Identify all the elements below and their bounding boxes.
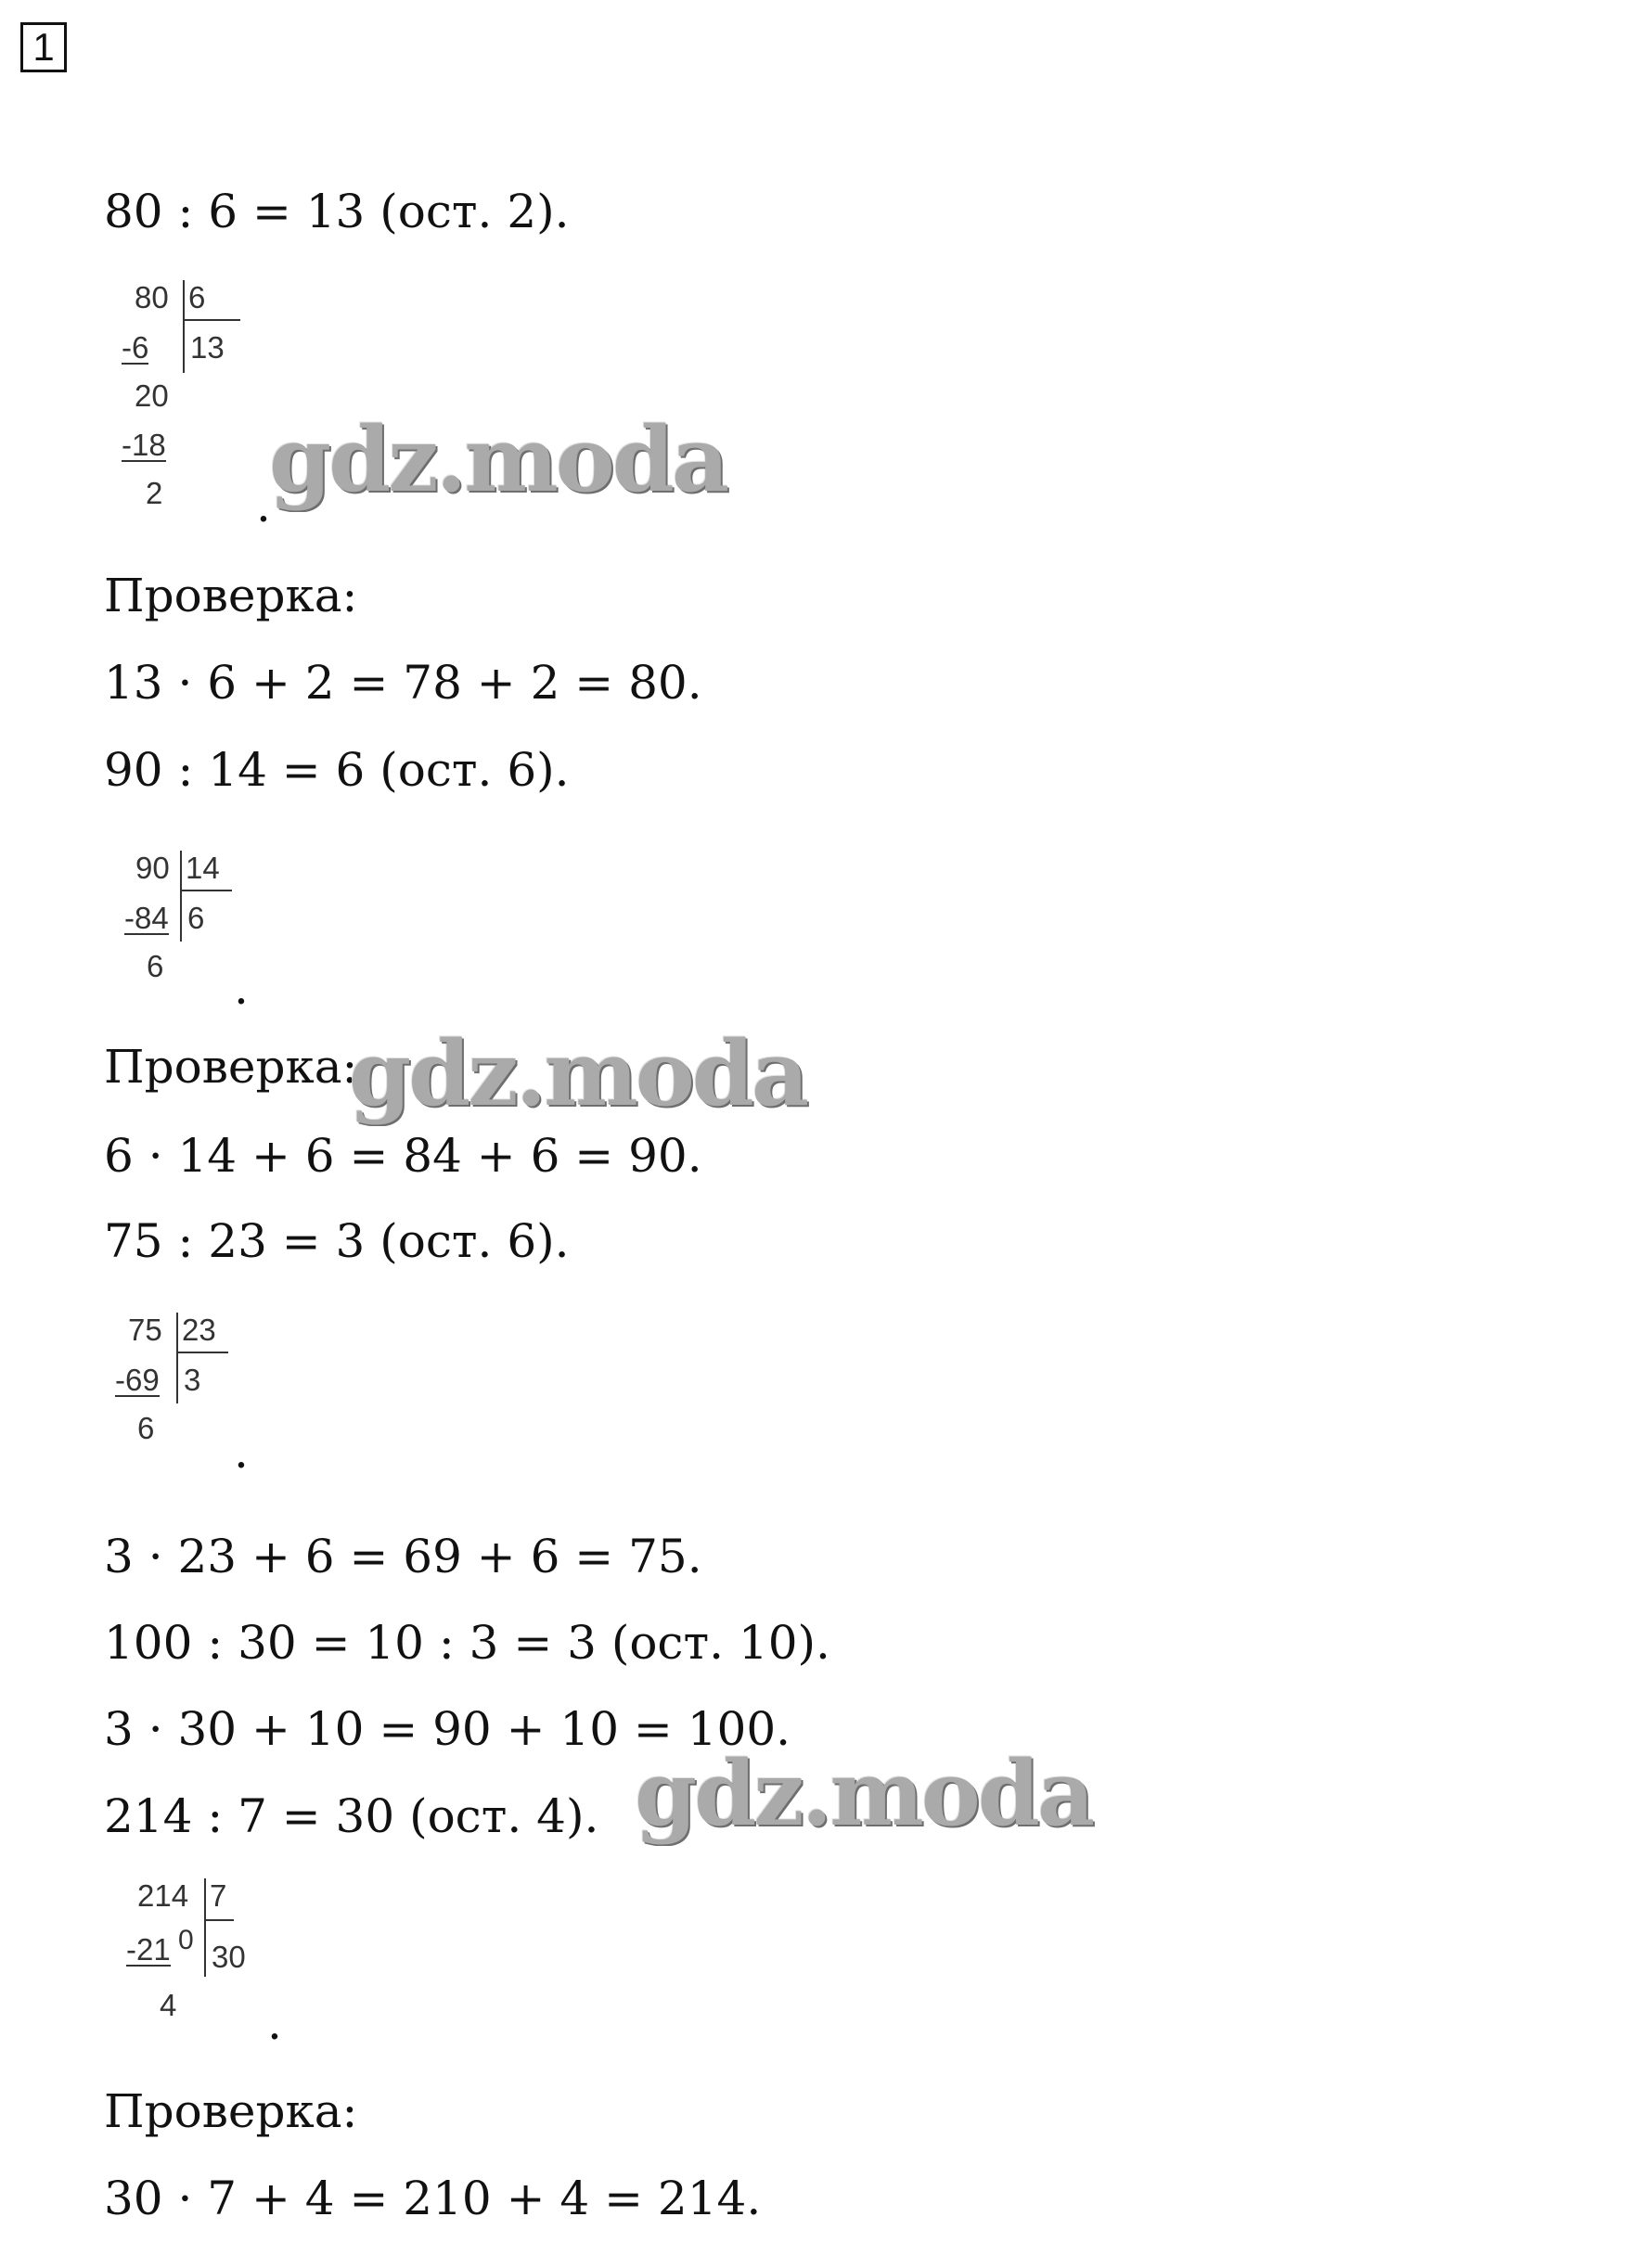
subtrahend: -21 — [126, 1932, 171, 1967]
dot: . — [256, 479, 271, 532]
check-label: Проверка: — [104, 569, 358, 622]
dot: . — [234, 1425, 249, 1479]
equation-line: 75 : 23 = 3 (ост. 6). — [104, 1214, 570, 1268]
divisor: 23 — [182, 1313, 216, 1347]
equation-line: 100 : 30 = 10 : 3 = 3 (ост. 10). — [104, 1616, 830, 1670]
divisor: 14 — [186, 851, 220, 885]
divisor: 7 — [210, 1878, 227, 1913]
equation-line: 3 · 23 + 6 = 69 + 6 = 75. — [104, 1530, 702, 1583]
watermark: gdz.moda — [635, 1741, 1093, 1846]
watermark: gdz.moda — [349, 1021, 807, 1126]
equation-line: 3 · 30 + 10 = 90 + 10 = 100. — [104, 1702, 791, 1756]
equation-line: 214 : 7 = 30 (ост. 4). — [104, 1789, 599, 1843]
remainder: 6 — [137, 1411, 155, 1445]
remainder-step: 20 — [135, 378, 169, 413]
task-number: 1 — [20, 22, 67, 72]
equation-line: 6 · 14 + 6 = 84 + 6 = 90. — [104, 1129, 702, 1183]
long-division-4 — [122, 1877, 280, 2034]
dividend: 75 — [128, 1313, 162, 1347]
long-division-1 — [116, 278, 264, 519]
remainder: 2 — [146, 476, 163, 510]
equation-line: 30 · 7 + 4 = 210 + 4 = 214. — [104, 2172, 762, 2225]
remainder: 6 — [147, 949, 164, 983]
check-label: Проверка: — [104, 1040, 358, 1094]
dot: . — [234, 961, 249, 1015]
quotient: 30 — [212, 1940, 246, 1974]
equation-line: 90 : 14 = 6 (ост. 6). — [104, 743, 570, 797]
dividend: 214 — [137, 1878, 189, 1913]
subtrahend: -6 — [122, 330, 149, 365]
quotient: 3 — [184, 1363, 201, 1397]
dot: . — [267, 1996, 282, 2050]
dividend: 90 — [135, 851, 170, 885]
carry-digit: 0 — [178, 1925, 194, 1955]
check-label: Проверка: — [104, 2084, 358, 2138]
subtrahend: -18 — [122, 428, 166, 462]
subtrahend: -84 — [124, 901, 169, 935]
dividend: 80 — [135, 280, 169, 314]
equation-line: 80 : 6 = 13 (ост. 2). — [104, 185, 570, 238]
subtrahend: -69 — [115, 1363, 160, 1397]
quotient: 13 — [190, 330, 225, 365]
divisor: 6 — [188, 280, 206, 314]
equation-line: 13 · 6 + 2 = 78 + 2 = 80. — [104, 656, 702, 710]
watermark: gdz.moda — [269, 407, 727, 512]
remainder: 4 — [160, 1988, 177, 2022]
quotient: 6 — [187, 901, 205, 935]
